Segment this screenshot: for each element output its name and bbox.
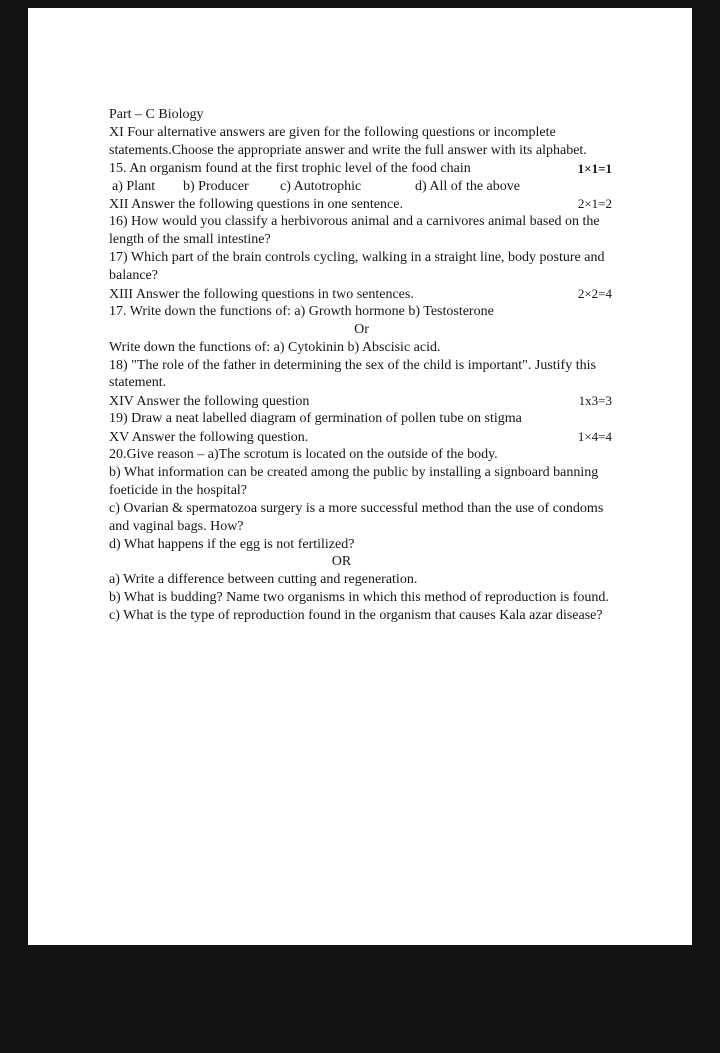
- question-20c: c) Ovarian & spermatozoa surgery is a more successful method than the use of condoms and vaginal bags. How?: [109, 500, 604, 534]
- question-20a: 20.Give reason – a)The scrotum is located on the outside of the body.: [109, 447, 498, 463]
- question-15: 15. An organism found at the first trophic level of the food chain: [109, 160, 471, 176]
- section-xiv-instructions: XIV Answer the following question: [109, 394, 310, 410]
- section-xiv-marks: 1x3=3: [578, 393, 612, 409]
- or-divider-2: OR: [331, 554, 352, 570]
- question-15-options: [109, 178, 578, 196]
- section-xii-marks: 2×1=2: [577, 196, 612, 212]
- question-16: 16) How would you classify a herbivorous animal and a carnivores animal based on the length of the small intestine?: [109, 214, 600, 248]
- question-19: 19) Draw a neat labelled diagram of germination of pollen tube on stigma: [109, 411, 522, 427]
- section-xv-marks: 1×4=4: [577, 429, 612, 445]
- alternative-question-b: b) What is budding? Name two organisms in which this method of reproduction is found.: [109, 590, 609, 606]
- section-xiii-heading: [109, 285, 614, 303]
- section-xv-heading: [109, 428, 614, 446]
- part-title: Part – C Biology: [109, 107, 204, 122]
- option-d: d) All of the above: [415, 178, 520, 194]
- section-xi-instructions: XI Four alternative answers are given for the following questions or incomplete statements.Choose the appropriate answer and write the full answer with its alphabet.: [109, 124, 587, 158]
- question-17-functions: 17. Write down the functions of: a) Growth hormone b) Testosterone: [109, 303, 494, 319]
- section-xii-heading: [109, 195, 614, 213]
- question-20d: d) What happens if the egg is not fertilized?: [109, 536, 355, 552]
- question-17: 17) Which part of the brain controls cycling, walking in a straight line, body posture and balance?: [109, 250, 605, 284]
- document-page: [28, 8, 692, 945]
- option-a: a) Plant: [112, 178, 156, 194]
- section-xiii-marks: 2×2=4: [577, 286, 612, 301]
- option-b: b) Producer: [183, 178, 249, 194]
- section-xv-instructions: XV Answer the following question.: [109, 430, 309, 446]
- question-20b: b) What information can be created among the public by installing a signboard banning foeticide in the hospital?: [109, 464, 599, 498]
- or-divider-1: Or: [354, 321, 369, 337]
- option-c: c) Autotrophic: [280, 178, 362, 194]
- section-xi-marks: 1×1=1: [577, 160, 612, 176]
- section-xiii-instructions: XIII Answer the following questions in two sentences.: [109, 287, 414, 302]
- alternative-question-c: c) What is the type of reproduction found in the organism that causes Kala azar disease?: [109, 608, 603, 624]
- question-18: 18) "The role of the father in determining the sex of the child is important". Justify this statement.: [109, 357, 596, 391]
- question-paper-content: [109, 106, 614, 625]
- question-17-alternative: Write down the functions of: a) Cytokinin b) Abscisic acid.: [109, 339, 441, 355]
- section-xii-instructions: XII Answer the following questions in one sentence.: [109, 197, 403, 213]
- section-xiv-heading: [109, 392, 614, 410]
- alternative-question-a: a) Write a difference between cutting and regeneration.: [109, 572, 418, 588]
